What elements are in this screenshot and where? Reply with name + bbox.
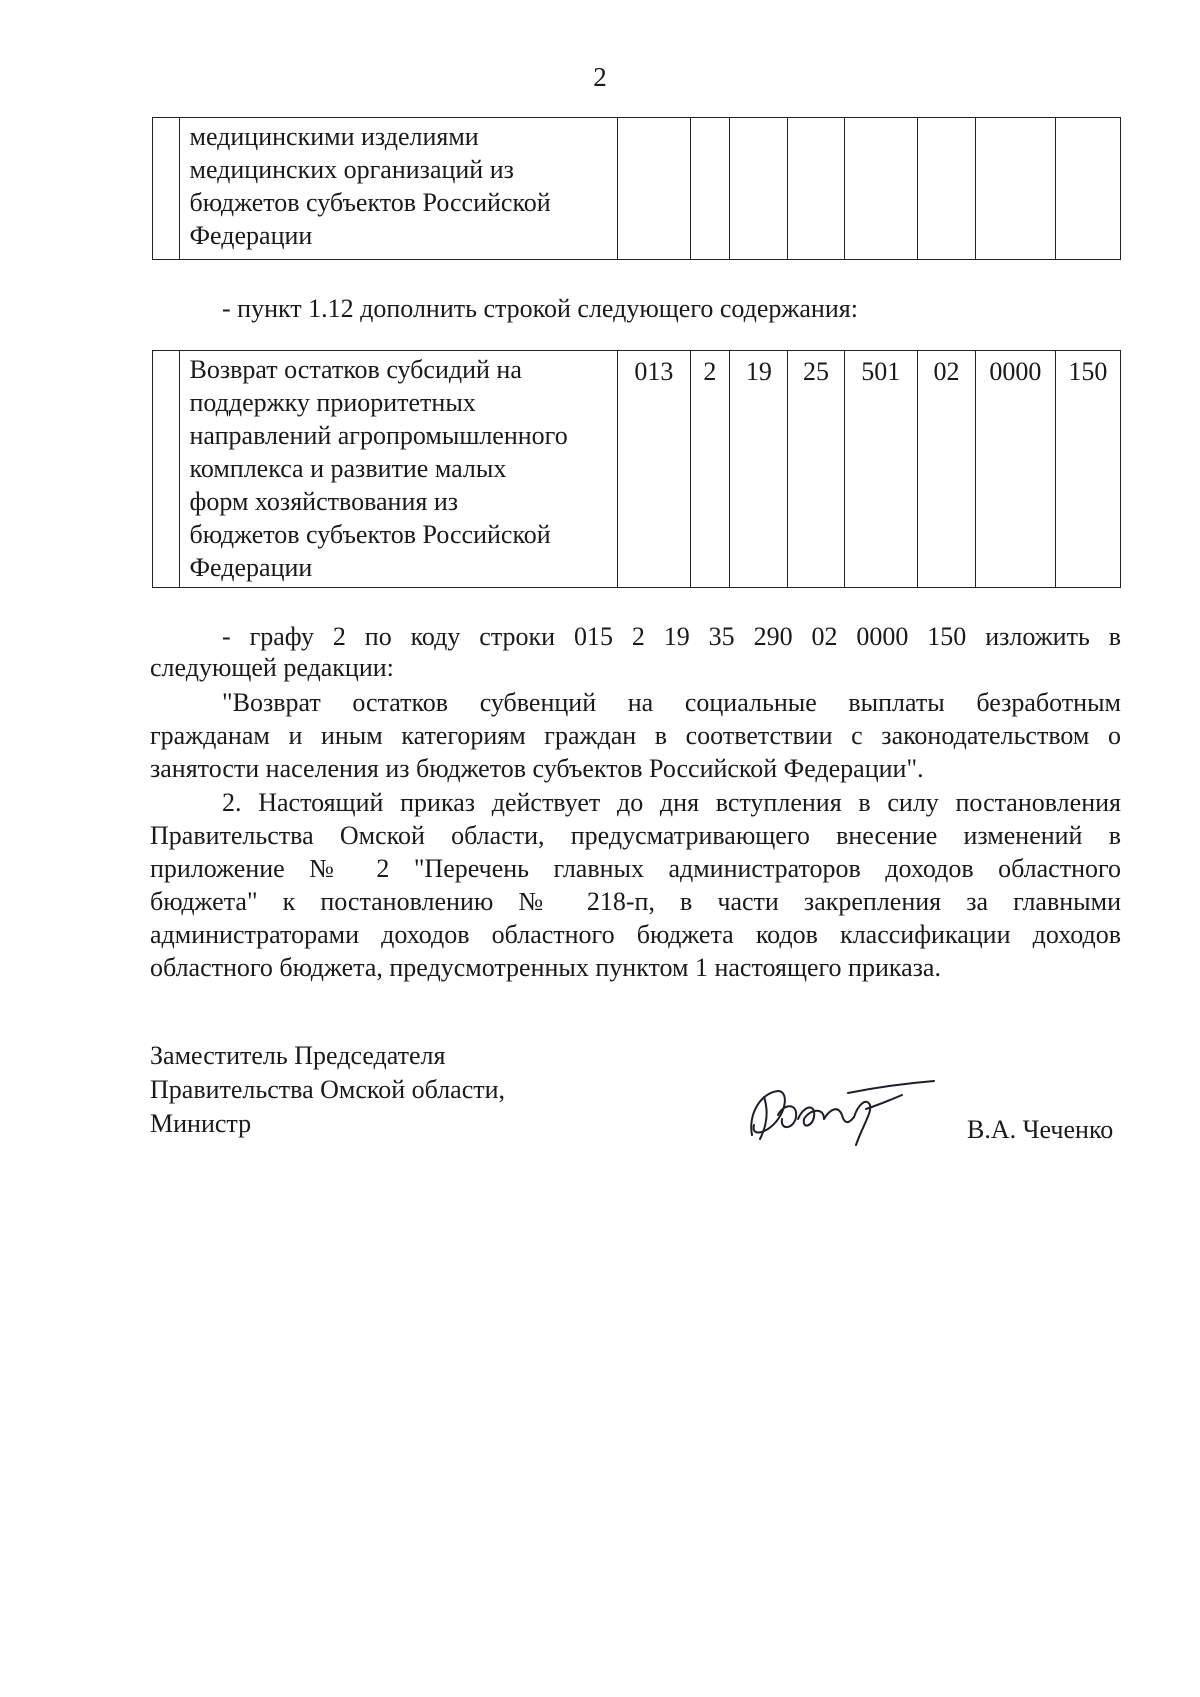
name-line: Возврат остатков субсидий на: [189, 355, 522, 384]
name-line: медицинскими изделиями: [189, 122, 479, 151]
instruction-2-line: - графу 2 по коду строки 015 2 19 35 290 02 0000 150 изложить в: [222, 622, 1121, 651]
name-line: бюджетов субъектов Российской: [189, 520, 551, 549]
code-cell: [976, 118, 1056, 260]
code-cell: 2: [690, 351, 730, 588]
name-line: Федерации: [189, 221, 313, 250]
point-2-line: приложение № 2 "Перечень главных администраторов доходов областного: [150, 854, 1121, 883]
code-cell: 150: [1055, 351, 1120, 588]
table-continuation: [152, 117, 1121, 260]
name-line: направлений агропромышленного: [189, 421, 568, 450]
name-line: поддержку приоритетных: [189, 388, 476, 417]
code-cell: [1055, 118, 1120, 260]
code-cell: 0000: [976, 351, 1056, 588]
signatory-position-line: Правительства Омской области,: [150, 1075, 506, 1104]
code-cell: [618, 118, 690, 260]
code-cell: [730, 118, 788, 260]
code-cell: [917, 118, 975, 260]
code-cell: [844, 118, 917, 260]
quote-line: гражданам и иным категориям граждан в соответствии с законодательством о: [150, 721, 1121, 750]
income-name-cell: [179, 118, 618, 260]
row-number-cell: [153, 351, 180, 588]
signatory-name: В.А. Чеченко: [967, 1115, 1114, 1144]
signatory-position-line: Министр: [150, 1109, 252, 1138]
point-2-line: областного бюджета, предусмотренных пунктом 1 настоящего приказа.: [150, 953, 941, 982]
point-2-line: 2. Настоящий приказ действует до дня вступления в силу постановления: [222, 788, 1121, 817]
code-cell: [788, 118, 844, 260]
point-2-line: бюджета" к постановлению № 218-п, в части закрепления за главными: [150, 887, 1121, 916]
table-row: [153, 118, 1121, 260]
page-number: 2: [593, 62, 607, 92]
point-2-line: администраторами доходов областного бюджета кодов классификации доходов: [150, 920, 1121, 949]
table-new-row: [152, 350, 1121, 588]
handwritten-signature: [738, 1075, 938, 1155]
signatory-position-line: Заместитель Председателя: [150, 1041, 446, 1070]
point-2-line: Правительства Омской области, предусматривающего внесение изменений в: [150, 821, 1121, 850]
name-line: Федерации: [189, 553, 313, 582]
name-line: форм хозяйствования из: [189, 487, 459, 516]
quote-line: "Возврат остатков субвенций на социальные выплаты безработным: [222, 688, 1121, 717]
name-line: медицинских организаций из: [189, 155, 514, 184]
code-cell: 02: [917, 351, 975, 588]
income-name-cell: [179, 351, 618, 588]
code-cell: 013: [618, 351, 690, 588]
code-cell: 19: [730, 351, 788, 588]
code-cell: [690, 118, 730, 260]
code-cell: 501: [844, 351, 917, 588]
quote-line: занятости населения из бюджетов субъектов Российской Федерации".: [150, 754, 924, 783]
name-line: бюджетов субъектов Российской: [189, 188, 551, 217]
table-row: [153, 351, 1121, 588]
code-cell: 25: [788, 351, 844, 588]
row-number-cell: [153, 118, 180, 260]
name-line: комплекса и развитие малых: [189, 454, 507, 483]
instruction-2-line: следующей редакции:: [150, 653, 394, 682]
instruction-1: - пункт 1.12 дополнить строкой следующего содержания:: [222, 294, 858, 323]
